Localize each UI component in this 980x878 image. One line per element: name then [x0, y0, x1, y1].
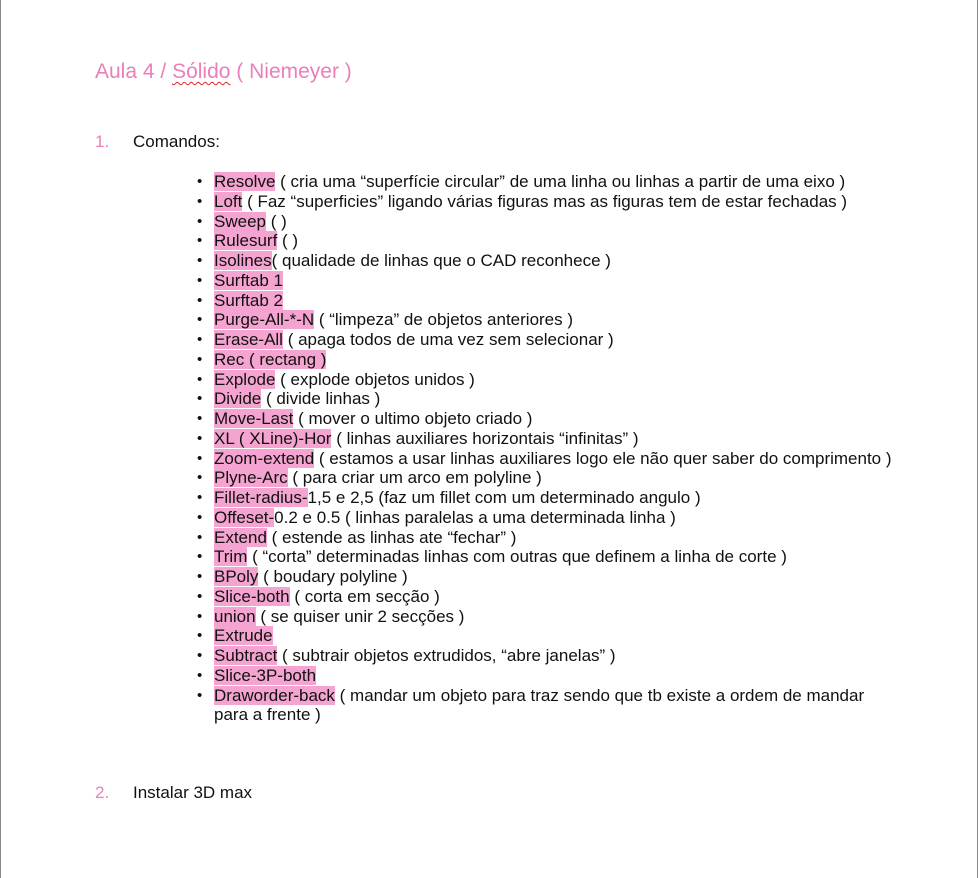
- command-item: [197, 172, 897, 192]
- command-description: ( explode objetos unidos ): [275, 369, 475, 389]
- command-item: [197, 389, 897, 409]
- section-label: Instalar 3D max: [133, 783, 253, 802]
- section-label: Comandos:: [133, 132, 220, 151]
- command-item: [197, 567, 897, 587]
- command-list: [197, 172, 897, 725]
- command-description: ( ): [265, 211, 287, 231]
- command-name: Rec ( rectang ): [214, 349, 327, 369]
- command-description: ( linhas auxiliares horizontais “infinitas” ): [331, 428, 639, 448]
- command-item: [197, 429, 897, 449]
- command-description: ( boudary polyline ): [258, 567, 408, 586]
- command-name: Erase-All: [214, 330, 283, 349]
- command-name: Draworder-back: [214, 685, 335, 705]
- command-item: [197, 686, 897, 726]
- section-number: 2.: [95, 783, 110, 802]
- command-description: ( divide linhas ): [261, 389, 381, 409]
- command-name: Resolve: [214, 172, 276, 191]
- command-item: [197, 192, 897, 212]
- command-description: ( ): [277, 231, 299, 251]
- command-item: [197, 607, 897, 627]
- section-number: 1.: [95, 132, 110, 151]
- document-title: Aula 4 / Sólido ( Niemeyer ): [95, 60, 352, 83]
- command-name: Subtract: [214, 646, 278, 665]
- command-description: 0.2 e 0.5 ( linhas paralelas a uma determinada linha ): [274, 507, 676, 527]
- command-item: [197, 310, 897, 330]
- command-description: ( cria uma “superfície circular” de uma linha ou linhas a partir de uma eixo ): [275, 172, 846, 191]
- command-item: [197, 231, 897, 251]
- command-name: Plyne-Arc: [214, 468, 288, 488]
- command-item: [197, 271, 897, 291]
- command-name: Loft: [214, 191, 243, 211]
- command-item: [197, 587, 897, 607]
- command-name: Slice-both: [214, 586, 290, 606]
- command-name: BPoly: [214, 567, 259, 586]
- command-item: [197, 212, 897, 232]
- command-description: ( Faz “superficies” ligando várias figuras mas as figuras tem de estar fechadas ): [242, 191, 848, 211]
- command-item: [197, 409, 897, 429]
- command-description: ( estende as linhas ate “fechar” ): [266, 527, 517, 547]
- command-description: ( para criar um arco em polyline ): [287, 468, 542, 488]
- command-name: Rulesurf: [214, 231, 278, 251]
- command-description: ( “limpeza” de objetos anteriores ): [314, 310, 574, 330]
- command-name: Surftab 2: [214, 290, 283, 310]
- command-item: [197, 291, 897, 311]
- command-item: [197, 350, 897, 370]
- command-item: [197, 251, 897, 271]
- command-description: ( subtrair objetos extrudidos, “abre janelas” ): [277, 646, 616, 665]
- command-item: [197, 370, 897, 390]
- section-item: [95, 132, 220, 152]
- command-name: Offeset-: [214, 507, 275, 527]
- section-item: [95, 783, 252, 803]
- command-item: [197, 547, 897, 567]
- command-description: ( corta em secção ): [289, 586, 440, 606]
- command-item: [197, 508, 897, 528]
- command-item: [197, 449, 897, 469]
- command-name: Extrude: [214, 626, 273, 646]
- command-name: union: [214, 606, 256, 626]
- command-name: Fillet-radius-: [214, 488, 308, 507]
- command-name: Extend: [214, 527, 267, 547]
- command-item: [197, 330, 897, 350]
- command-name: Isolines: [214, 251, 272, 270]
- command-item: [197, 646, 897, 666]
- command-description: ( se quiser unir 2 secções ): [255, 606, 465, 626]
- command-name: Trim: [214, 547, 248, 567]
- command-item: [197, 626, 897, 646]
- command-description: ( mover o ultimo objeto criado ): [293, 409, 533, 428]
- command-item: [197, 488, 897, 508]
- command-description: ( estamos a usar linhas auxiliares logo ele não quer saber do comprimento ): [314, 448, 892, 468]
- command-description: ( qualidade de linhas que o CAD reconhece ): [271, 251, 611, 270]
- command-name: Purge-All-*-N: [214, 310, 315, 330]
- command-name: XL ( XLine)-Hor: [214, 428, 332, 448]
- command-item: [197, 666, 897, 686]
- command-name: Zoom-extend: [214, 448, 315, 468]
- command-item: [197, 468, 897, 488]
- command-name: Sweep: [214, 211, 266, 231]
- command-name: Explode: [214, 369, 276, 389]
- command-description: ( mandar um objeto para traz sendo que tb existe a ordem de mandar para a frente ): [214, 685, 865, 725]
- command-name: Surftab 1: [214, 270, 283, 290]
- command-name: Slice-3P-both: [214, 665, 317, 685]
- title-word: Sólido: [172, 60, 231, 83]
- command-name: Divide: [214, 389, 262, 409]
- command-name: Move-Last: [214, 409, 294, 428]
- command-description: ( “corta” determinadas linhas com outras que definem a linha de corte ): [247, 547, 787, 567]
- command-description: 1,5 e 2,5 (faz um fillet com um determinado angulo ): [307, 488, 701, 507]
- command-description: ( apaga todos de uma vez sem selecionar ): [282, 330, 614, 349]
- command-item: [197, 528, 897, 548]
